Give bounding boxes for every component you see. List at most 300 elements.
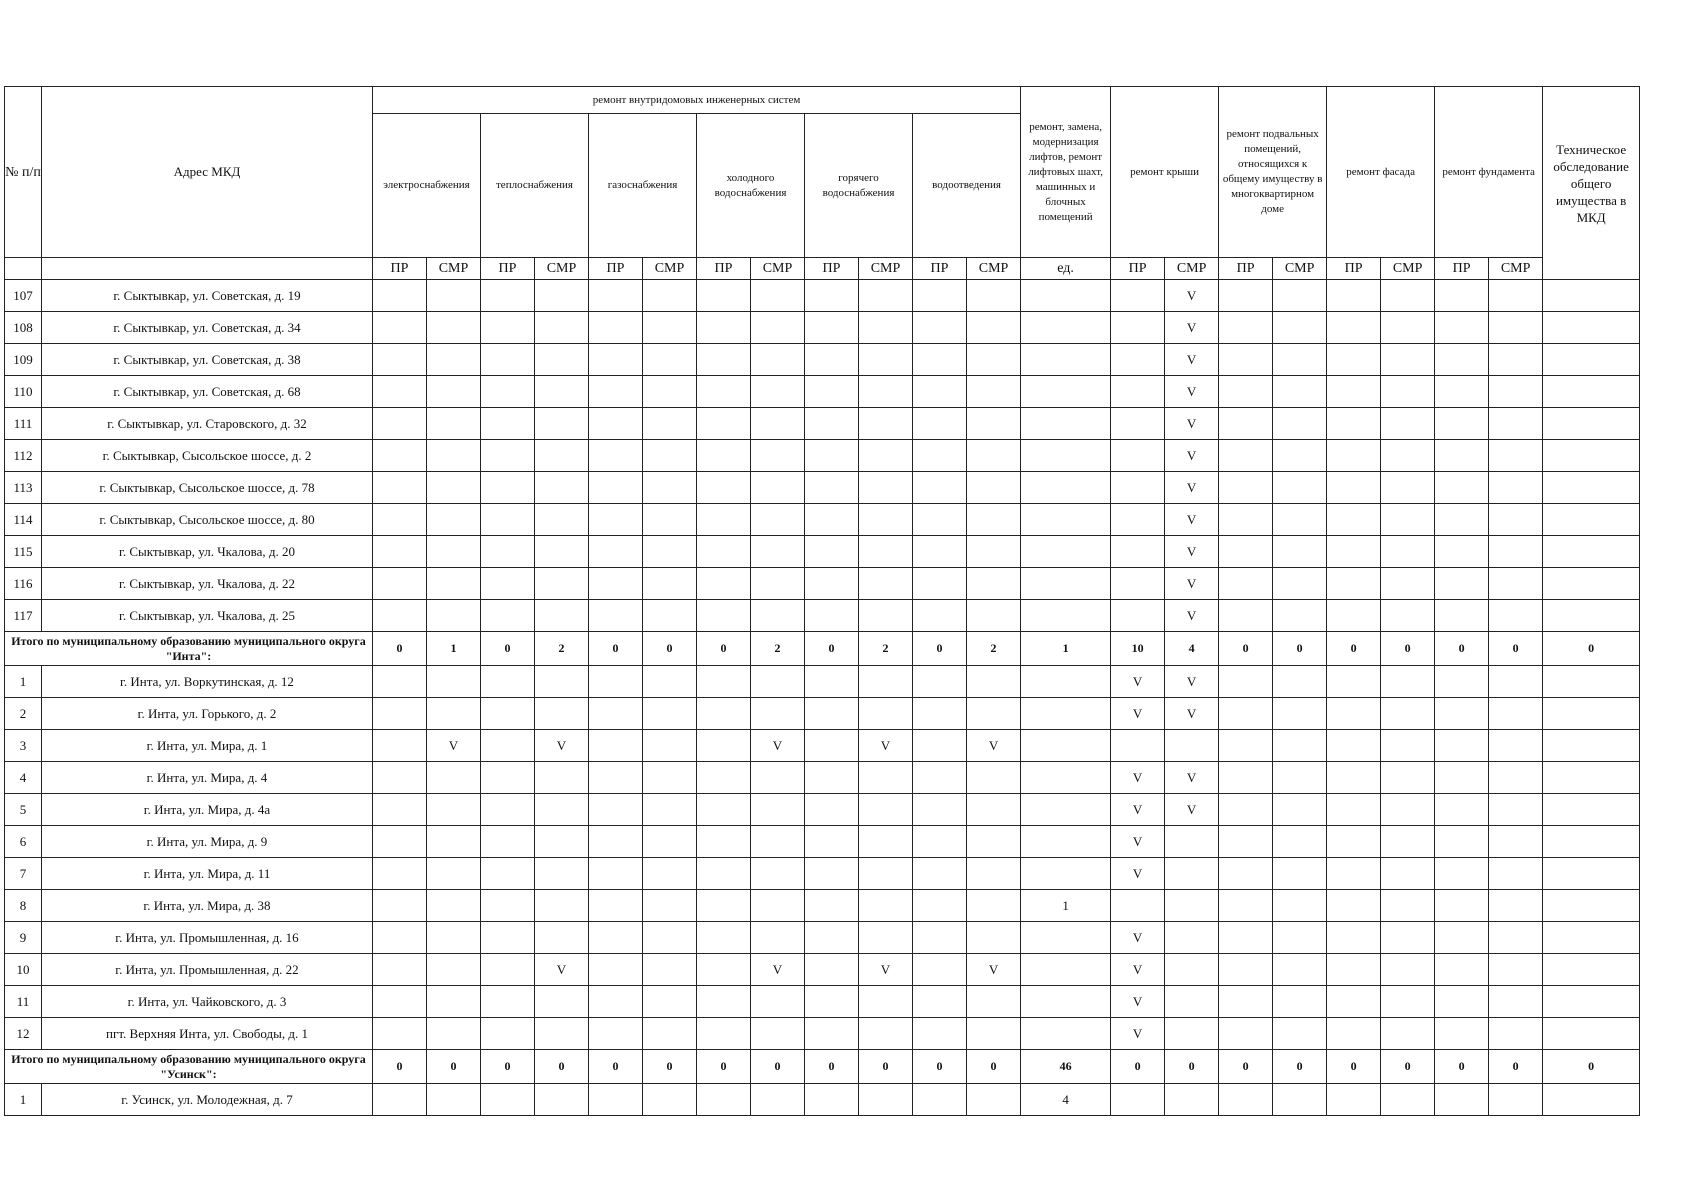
table-row bbox=[5, 312, 1640, 344]
empty-cell bbox=[1489, 858, 1543, 890]
empty-cell bbox=[805, 1018, 859, 1050]
empty-cell bbox=[1327, 472, 1381, 504]
empty-cell bbox=[1219, 698, 1273, 730]
empty-cell bbox=[967, 280, 1021, 312]
empty-cell bbox=[589, 986, 643, 1018]
empty-cell bbox=[1021, 826, 1111, 858]
check-mark-cell: V bbox=[535, 730, 589, 762]
empty-cell bbox=[481, 730, 535, 762]
subheader-pr: ПР bbox=[805, 258, 859, 280]
empty-cell bbox=[373, 826, 427, 858]
empty-cell bbox=[805, 440, 859, 472]
empty-cell bbox=[751, 536, 805, 568]
empty-cell bbox=[1381, 826, 1435, 858]
repair-plan-table bbox=[4, 86, 1640, 1116]
empty-cell bbox=[859, 376, 913, 408]
empty-cell bbox=[1489, 536, 1543, 568]
empty-cell bbox=[1327, 536, 1381, 568]
empty-cell bbox=[697, 408, 751, 440]
empty-cell bbox=[697, 472, 751, 504]
empty-cell bbox=[697, 312, 751, 344]
empty-cell bbox=[643, 1018, 697, 1050]
empty-cell bbox=[1435, 858, 1489, 890]
table-header bbox=[5, 87, 1640, 280]
empty-cell bbox=[1273, 826, 1327, 858]
subheader-pr: ПР bbox=[1327, 258, 1381, 280]
row-number: 12 bbox=[5, 1018, 42, 1050]
empty-cell bbox=[1543, 280, 1640, 312]
row-address: г. Инта, ул. Горького, д. 2 bbox=[42, 698, 373, 730]
empty-cell bbox=[589, 568, 643, 600]
table-row bbox=[5, 794, 1640, 826]
empty-cell bbox=[373, 344, 427, 376]
empty-cell bbox=[967, 762, 1021, 794]
empty-cell bbox=[697, 440, 751, 472]
empty-cell bbox=[1435, 568, 1489, 600]
empty-cell bbox=[481, 376, 535, 408]
empty-cell bbox=[589, 922, 643, 954]
subheader-smr: СМР bbox=[427, 258, 481, 280]
row-address: г. Инта, ул. Промышленная, д. 16 bbox=[42, 922, 373, 954]
empty-cell bbox=[1219, 1018, 1273, 1050]
empty-cell bbox=[1489, 730, 1543, 762]
empty-cell bbox=[1435, 408, 1489, 440]
empty-cell bbox=[1327, 890, 1381, 922]
empty-cell bbox=[751, 344, 805, 376]
empty-cell bbox=[697, 890, 751, 922]
table-row bbox=[5, 504, 1640, 536]
subheader-smr: СМР bbox=[643, 258, 697, 280]
empty-cell bbox=[1111, 344, 1165, 376]
header-drainage: водоотведения bbox=[913, 114, 1021, 258]
empty-cell bbox=[1219, 794, 1273, 826]
check-mark-cell: V bbox=[1165, 536, 1219, 568]
check-mark-cell: V bbox=[1111, 826, 1165, 858]
empty-cell bbox=[1165, 826, 1219, 858]
empty-cell bbox=[1543, 376, 1640, 408]
row-address: г. Сыктывкар, Сысольское шоссе, д. 2 bbox=[42, 440, 373, 472]
empty-cell bbox=[1021, 568, 1111, 600]
empty-cell bbox=[643, 922, 697, 954]
empty-cell bbox=[1381, 440, 1435, 472]
empty-cell bbox=[1381, 794, 1435, 826]
empty-cell bbox=[1219, 762, 1273, 794]
empty-cell bbox=[1021, 536, 1111, 568]
empty-cell bbox=[859, 280, 913, 312]
empty-cell bbox=[1489, 280, 1543, 312]
empty-cell bbox=[589, 826, 643, 858]
empty-cell bbox=[697, 1018, 751, 1050]
value-cell: 0 bbox=[1381, 632, 1435, 666]
subheader-pr: ПР bbox=[589, 258, 643, 280]
empty-cell bbox=[1273, 666, 1327, 698]
empty-cell bbox=[859, 762, 913, 794]
check-mark-cell: V bbox=[1165, 472, 1219, 504]
value-cell: 10 bbox=[1111, 632, 1165, 666]
empty-cell bbox=[1327, 312, 1381, 344]
empty-cell bbox=[913, 986, 967, 1018]
empty-cell bbox=[589, 472, 643, 504]
empty-cell bbox=[1435, 698, 1489, 730]
row-address: г. Сыктывкар, ул. Старовского, д. 32 bbox=[42, 408, 373, 440]
empty-cell bbox=[481, 922, 535, 954]
empty-cell bbox=[751, 666, 805, 698]
empty-cell bbox=[427, 1084, 481, 1116]
empty-cell bbox=[967, 408, 1021, 440]
check-mark-cell: V bbox=[1165, 344, 1219, 376]
empty-cell bbox=[751, 312, 805, 344]
empty-cell bbox=[1543, 666, 1640, 698]
check-mark-cell: V bbox=[1111, 1018, 1165, 1050]
row-address: г. Инта, ул. Воркутинская, д. 12 bbox=[42, 666, 373, 698]
empty-cell bbox=[1489, 922, 1543, 954]
empty-cell bbox=[1435, 280, 1489, 312]
empty-cell bbox=[1273, 698, 1327, 730]
empty-cell bbox=[805, 376, 859, 408]
header-facade: ремонт фасада bbox=[1327, 87, 1435, 258]
empty-cell bbox=[1489, 826, 1543, 858]
empty-cell bbox=[481, 280, 535, 312]
table-row bbox=[5, 1084, 1640, 1116]
row-address: г. Сыктывкар, ул. Чкалова, д. 25 bbox=[42, 600, 373, 632]
empty-cell bbox=[1543, 1018, 1640, 1050]
empty-cell bbox=[1327, 440, 1381, 472]
empty-cell bbox=[643, 698, 697, 730]
empty-cell bbox=[481, 440, 535, 472]
value-cell: 0 bbox=[1273, 1050, 1327, 1084]
value-cell: 2 bbox=[751, 632, 805, 666]
value-cell: 0 bbox=[859, 1050, 913, 1084]
subheader-smr: СМР bbox=[1273, 258, 1327, 280]
empty-cell bbox=[913, 954, 967, 986]
header-blank bbox=[42, 258, 373, 280]
empty-cell bbox=[1543, 472, 1640, 504]
value-cell: 0 bbox=[1435, 1050, 1489, 1084]
value-cell: 0 bbox=[1273, 632, 1327, 666]
empty-cell bbox=[1435, 600, 1489, 632]
row-address: г. Инта, ул. Чайковского, д. 3 bbox=[42, 986, 373, 1018]
subheader-pr: ПР bbox=[373, 258, 427, 280]
value-cell: 0 bbox=[1543, 1050, 1640, 1084]
empty-cell bbox=[913, 890, 967, 922]
empty-cell bbox=[1543, 504, 1640, 536]
value-cell: 0 bbox=[751, 1050, 805, 1084]
table-row bbox=[5, 986, 1640, 1018]
value-cell: 0 bbox=[589, 1050, 643, 1084]
row-number: 3 bbox=[5, 730, 42, 762]
empty-cell bbox=[1021, 600, 1111, 632]
empty-cell bbox=[1327, 826, 1381, 858]
empty-cell bbox=[1435, 344, 1489, 376]
empty-cell bbox=[859, 666, 913, 698]
value-cell: 0 bbox=[481, 1050, 535, 1084]
empty-cell bbox=[1111, 890, 1165, 922]
empty-cell bbox=[1021, 954, 1111, 986]
header-gas: газоснабжения bbox=[589, 114, 697, 258]
value-cell: 0 bbox=[535, 1050, 589, 1084]
empty-cell bbox=[1435, 922, 1489, 954]
empty-cell bbox=[697, 344, 751, 376]
empty-cell bbox=[481, 890, 535, 922]
total-row bbox=[5, 632, 1640, 666]
value-cell: 0 bbox=[1165, 1050, 1219, 1084]
row-address: г. Усинск, ул. Молодежная, д. 7 bbox=[42, 1084, 373, 1116]
empty-cell bbox=[1111, 504, 1165, 536]
empty-cell bbox=[1021, 698, 1111, 730]
empty-cell bbox=[967, 312, 1021, 344]
empty-cell bbox=[643, 344, 697, 376]
empty-cell bbox=[751, 280, 805, 312]
value-cell: 0 bbox=[481, 632, 535, 666]
empty-cell bbox=[1435, 730, 1489, 762]
value-cell: 0 bbox=[373, 632, 427, 666]
empty-cell bbox=[697, 280, 751, 312]
empty-cell bbox=[1327, 1018, 1381, 1050]
value-cell: 0 bbox=[643, 1050, 697, 1084]
empty-cell bbox=[697, 536, 751, 568]
empty-cell bbox=[643, 858, 697, 890]
empty-cell bbox=[427, 280, 481, 312]
empty-cell bbox=[427, 408, 481, 440]
empty-cell bbox=[481, 986, 535, 1018]
empty-cell bbox=[805, 890, 859, 922]
empty-cell bbox=[481, 666, 535, 698]
header-elevators: ремонт, замена, модернизация лифтов, ремонт лифтовых шахт, машинных и блочных помещений bbox=[1021, 87, 1111, 258]
empty-cell bbox=[913, 698, 967, 730]
empty-cell bbox=[1381, 1018, 1435, 1050]
empty-cell bbox=[589, 762, 643, 794]
empty-cell bbox=[1489, 376, 1543, 408]
empty-cell bbox=[1219, 1084, 1273, 1116]
table-row bbox=[5, 826, 1640, 858]
empty-cell bbox=[481, 504, 535, 536]
empty-cell bbox=[1219, 890, 1273, 922]
table-row bbox=[5, 1018, 1640, 1050]
empty-cell bbox=[805, 312, 859, 344]
table-row bbox=[5, 536, 1640, 568]
empty-cell bbox=[1219, 440, 1273, 472]
check-mark-cell: V bbox=[1111, 954, 1165, 986]
value-cell: 0 bbox=[1327, 1050, 1381, 1084]
empty-cell bbox=[1327, 376, 1381, 408]
empty-cell bbox=[1273, 954, 1327, 986]
table-row bbox=[5, 440, 1640, 472]
empty-cell bbox=[1273, 730, 1327, 762]
empty-cell bbox=[967, 376, 1021, 408]
check-mark-cell: V bbox=[1165, 376, 1219, 408]
empty-cell bbox=[1327, 568, 1381, 600]
empty-cell bbox=[805, 986, 859, 1018]
empty-cell bbox=[535, 794, 589, 826]
empty-cell bbox=[805, 408, 859, 440]
empty-cell bbox=[913, 762, 967, 794]
empty-cell bbox=[1021, 376, 1111, 408]
empty-cell bbox=[589, 376, 643, 408]
empty-cell bbox=[1219, 504, 1273, 536]
empty-cell bbox=[1381, 762, 1435, 794]
check-mark-cell: V bbox=[967, 954, 1021, 986]
empty-cell bbox=[1543, 1084, 1640, 1116]
header-foundation: ремонт фундамента bbox=[1435, 87, 1543, 258]
table-row bbox=[5, 472, 1640, 504]
empty-cell bbox=[805, 504, 859, 536]
empty-cell bbox=[859, 312, 913, 344]
empty-cell bbox=[481, 344, 535, 376]
empty-cell bbox=[859, 504, 913, 536]
empty-cell bbox=[1543, 762, 1640, 794]
row-number: 117 bbox=[5, 600, 42, 632]
empty-cell bbox=[427, 472, 481, 504]
empty-cell bbox=[589, 408, 643, 440]
empty-cell bbox=[859, 698, 913, 730]
subheader-smr: СМР bbox=[859, 258, 913, 280]
empty-cell bbox=[1165, 954, 1219, 986]
empty-cell bbox=[643, 568, 697, 600]
empty-cell bbox=[913, 730, 967, 762]
empty-cell bbox=[805, 794, 859, 826]
empty-cell bbox=[643, 890, 697, 922]
empty-cell bbox=[1111, 600, 1165, 632]
empty-cell bbox=[535, 698, 589, 730]
empty-cell bbox=[967, 504, 1021, 536]
check-mark-cell: V bbox=[1165, 666, 1219, 698]
empty-cell bbox=[1111, 440, 1165, 472]
empty-cell bbox=[1489, 1084, 1543, 1116]
empty-cell bbox=[1381, 730, 1435, 762]
row-number: 2 bbox=[5, 698, 42, 730]
empty-cell bbox=[697, 794, 751, 826]
check-mark-cell: V bbox=[1111, 762, 1165, 794]
empty-cell bbox=[1021, 762, 1111, 794]
empty-cell bbox=[697, 1084, 751, 1116]
empty-cell bbox=[751, 472, 805, 504]
row-number: 5 bbox=[5, 794, 42, 826]
empty-cell bbox=[1327, 922, 1381, 954]
check-mark-cell: V bbox=[1165, 280, 1219, 312]
empty-cell bbox=[1489, 408, 1543, 440]
value-cell: 46 bbox=[1021, 1050, 1111, 1084]
empty-cell bbox=[1111, 312, 1165, 344]
header-heating: теплоснабжения bbox=[481, 114, 589, 258]
empty-cell bbox=[535, 762, 589, 794]
header-tech-inspection: Техническое обследование общего имущества в МКД bbox=[1543, 87, 1640, 280]
empty-cell bbox=[589, 536, 643, 568]
total-label: Итого по муниципальному образованию муниципального округа "Усинск": bbox=[5, 1050, 373, 1084]
empty-cell bbox=[373, 312, 427, 344]
header-basement: ремонт подвальных помещений, относящихся к общему имуществу в многоквартирном доме bbox=[1219, 87, 1327, 258]
empty-cell bbox=[859, 600, 913, 632]
empty-cell bbox=[1543, 568, 1640, 600]
subheader-pr: ПР bbox=[913, 258, 967, 280]
empty-cell bbox=[751, 698, 805, 730]
value-cell: 1 bbox=[1021, 632, 1111, 666]
empty-cell bbox=[1111, 376, 1165, 408]
empty-cell bbox=[1111, 568, 1165, 600]
empty-cell bbox=[1435, 1018, 1489, 1050]
empty-cell bbox=[805, 762, 859, 794]
value-cell: 0 bbox=[1543, 632, 1640, 666]
empty-cell bbox=[373, 922, 427, 954]
empty-cell bbox=[427, 666, 481, 698]
table-row bbox=[5, 922, 1640, 954]
empty-cell bbox=[1273, 858, 1327, 890]
empty-cell bbox=[1435, 666, 1489, 698]
empty-cell bbox=[1381, 504, 1435, 536]
row-address: г. Сыктывкар, Сысольское шоссе, д. 80 bbox=[42, 504, 373, 536]
empty-cell bbox=[643, 986, 697, 1018]
empty-cell bbox=[1489, 504, 1543, 536]
empty-cell bbox=[1111, 730, 1165, 762]
empty-cell bbox=[1021, 986, 1111, 1018]
empty-cell bbox=[1219, 858, 1273, 890]
empty-cell bbox=[967, 568, 1021, 600]
empty-cell bbox=[481, 472, 535, 504]
check-mark-cell: V bbox=[859, 730, 913, 762]
row-number: 111 bbox=[5, 408, 42, 440]
empty-cell bbox=[535, 344, 589, 376]
header-blank bbox=[5, 258, 42, 280]
empty-cell bbox=[805, 666, 859, 698]
empty-cell bbox=[1381, 568, 1435, 600]
empty-cell bbox=[535, 890, 589, 922]
empty-cell bbox=[535, 666, 589, 698]
empty-cell bbox=[967, 440, 1021, 472]
empty-cell bbox=[859, 986, 913, 1018]
empty-cell bbox=[859, 922, 913, 954]
empty-cell bbox=[751, 890, 805, 922]
empty-cell bbox=[913, 408, 967, 440]
table-row bbox=[5, 600, 1640, 632]
table-row bbox=[5, 698, 1640, 730]
empty-cell bbox=[1273, 794, 1327, 826]
empty-cell bbox=[967, 890, 1021, 922]
empty-cell bbox=[373, 568, 427, 600]
empty-cell bbox=[1327, 954, 1381, 986]
empty-cell bbox=[1435, 890, 1489, 922]
empty-cell bbox=[913, 922, 967, 954]
empty-cell bbox=[1543, 440, 1640, 472]
total-label: Итого по муниципальному образованию муниципального округа "Инта": bbox=[5, 632, 373, 666]
empty-cell bbox=[427, 376, 481, 408]
empty-cell bbox=[859, 568, 913, 600]
empty-cell bbox=[1543, 954, 1640, 986]
empty-cell bbox=[481, 794, 535, 826]
table-row bbox=[5, 730, 1640, 762]
empty-cell bbox=[589, 890, 643, 922]
empty-cell bbox=[427, 536, 481, 568]
empty-cell bbox=[1327, 794, 1381, 826]
row-number: 107 bbox=[5, 280, 42, 312]
empty-cell bbox=[967, 472, 1021, 504]
empty-cell bbox=[481, 826, 535, 858]
empty-cell bbox=[805, 472, 859, 504]
row-number: 114 bbox=[5, 504, 42, 536]
empty-cell bbox=[373, 440, 427, 472]
empty-cell bbox=[805, 280, 859, 312]
row-number: 109 bbox=[5, 344, 42, 376]
empty-cell bbox=[643, 440, 697, 472]
empty-cell bbox=[1489, 312, 1543, 344]
empty-cell bbox=[1165, 922, 1219, 954]
empty-cell bbox=[1219, 344, 1273, 376]
empty-cell bbox=[589, 794, 643, 826]
empty-cell bbox=[1021, 1018, 1111, 1050]
empty-cell bbox=[1273, 344, 1327, 376]
empty-cell bbox=[373, 408, 427, 440]
empty-cell bbox=[1489, 440, 1543, 472]
check-mark-cell: V bbox=[1111, 986, 1165, 1018]
empty-cell bbox=[1543, 344, 1640, 376]
